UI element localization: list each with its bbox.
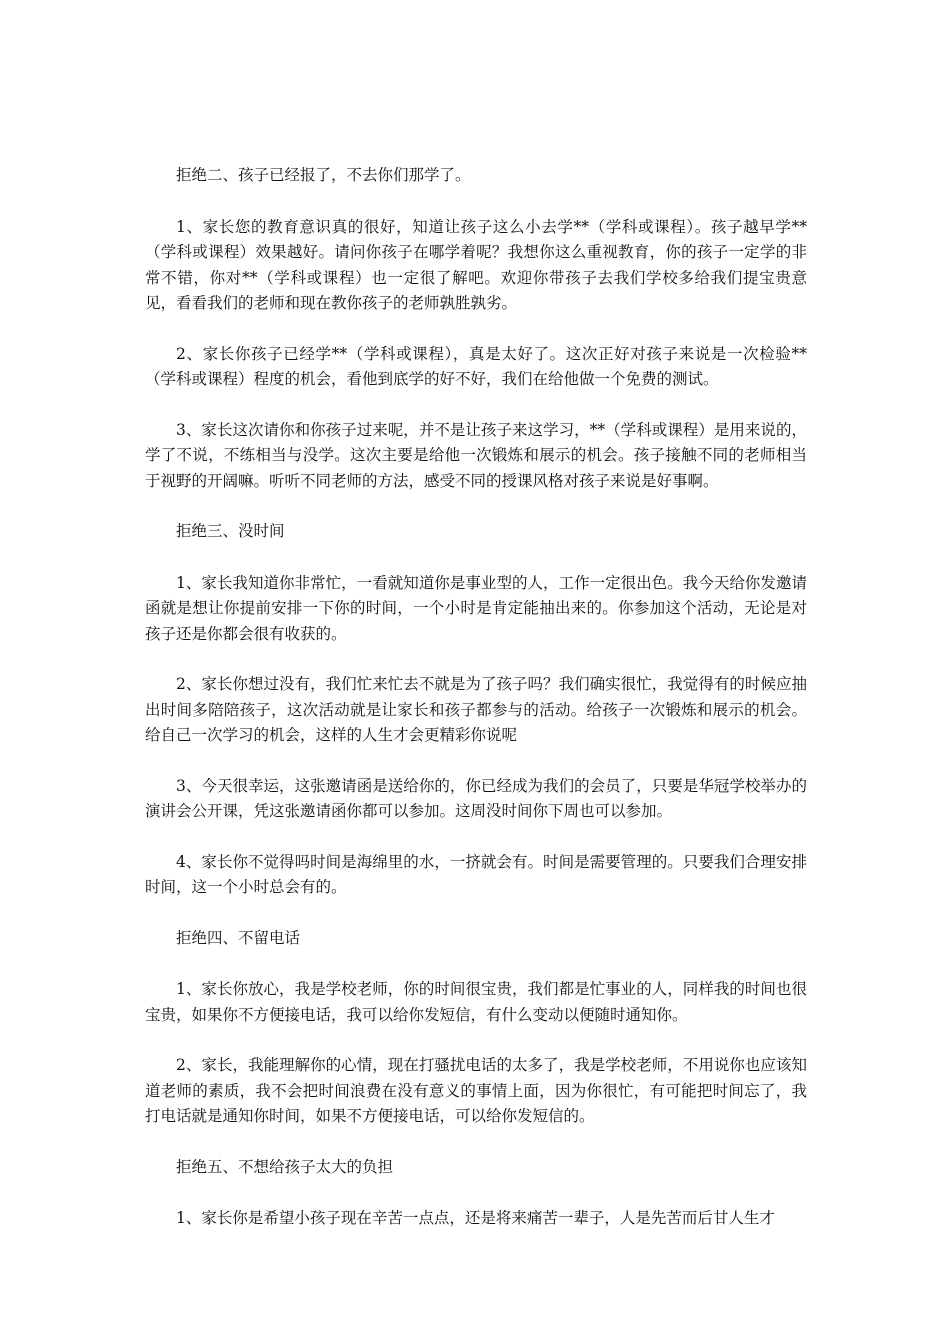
section-heading: 拒绝四、不留电话 <box>176 928 301 947</box>
paragraph: 3、家长这次请你和你孩子过来呢，并不是让孩子来这学习，**（学科或课程）是用来说的，学了不说，不练相当与没学。这次主要是给他一次锻炼和展示的机会。孩子接触不同的老师相当于视野的开阔嘛。听听不同老师的方法，感受不同的授课风格对孩子来说是好事啊。 <box>145 420 807 490</box>
paragraph: 2、家长你想过没有，我们忙来忙去不就是为了孩子吗？我们确实很忙，我觉得有的时候应抽出时间多陪陪孩子，这次活动就是让家长和孩子都参与的活动。给孩子一次锻炼和展示的机会。给自己一次学习的机会，这样的人生才会更精彩你说呢 <box>145 675 807 744</box>
section-heading: 拒绝三、没时间 <box>176 522 285 540</box>
paragraph: 1、家长你是希望小孩子现在辛苦一点点，还是将来痛苦一辈子，人是先苦而后甘人生才 <box>176 1209 775 1227</box>
paragraph: 2、家长，我能理解你的心情，现在打骚扰电话的太多了，我是学校老师，不用说你也应该知道老师的素质，我不会把时间浪费在没有意义的事情上面，因为你很忙，有可能把时间忘了，我打电话就是通知你时间，如果不方便接电话，可以给你发短信的。 <box>145 1056 807 1125</box>
paragraph: 2、家长你孩子已经学**（学科或课程），真是太好了。这次正好对孩子来说是一次检验**（学科或课程）程度的机会，看他到底学的好不好，我们在给他做一个免费的测试。 <box>145 344 807 388</box>
paragraph: 1、家长您的教育意识真的很好，知道让孩子这么小去学**（学科或课程）。孩子越早学**（学科或课程）效果越好。请问你孩子在哪学着呢？我想你这么重视教育，你的孩子一定学的非常不错，你对**（学科或课程）也一定很了解吧。欢迎你带孩子去我们学校多给我们提宝贵意见，看看我们的老师和现在教你孩子的老师孰胜孰劣。 <box>145 217 807 312</box>
paragraph: 4、家长你不觉得吗时间是海绵里的水，一挤就会有。时间是需要管理的。只要我们合理安排时间，这一个小时总会有的。 <box>145 852 807 896</box>
paragraph: 1、家长我知道你非常忙，一看就知道你是事业型的人，工作一定很出色。我今天给你发邀请函就是想让你提前安排一下你的时间，一个小时是肯定能抽出来的。你参加这个活动，无论是对孩子还是你都会很有收获的。 <box>145 573 807 643</box>
document-page <box>145 163 807 1257</box>
section-heading: 拒绝二、孩子已经报了，不去你们那学了。 <box>176 166 471 184</box>
paragraph: 1、家长你放心，我是学校老师，你的时间很宝贵，我们都是忙事业的人，同样我的时间也很宝贵，如果你不方便接电话，我可以给你发短信，有什么变动以便随时通知你。 <box>145 980 807 1024</box>
section-heading: 拒绝五、不想给孩子太大的负担 <box>176 1157 394 1176</box>
paragraph: 3、今天很幸运，这张邀请函是送给你的，你已经成为我们的会员了，只要是华冠学校举办的演讲会公开课，凭这张邀请函你都可以参加。这周没时间你下周也可以参加。 <box>145 776 807 820</box>
